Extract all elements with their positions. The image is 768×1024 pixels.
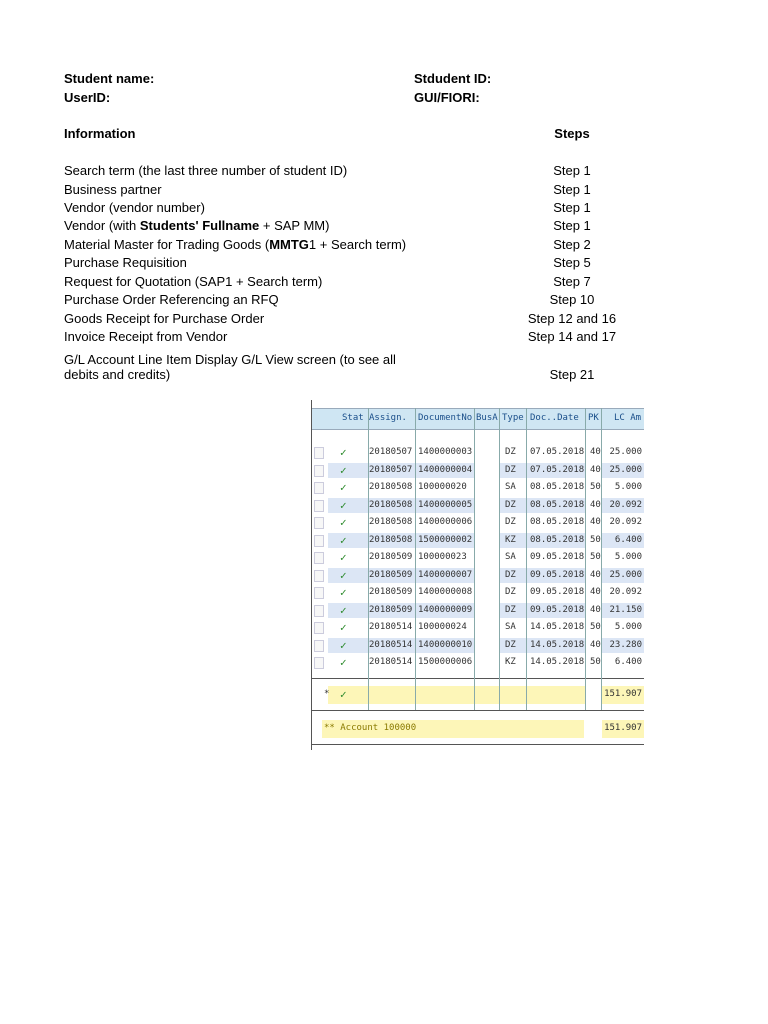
gui-fiori-label: GUI/FIORI: (414, 90, 480, 105)
row-shade (328, 463, 368, 478)
table-cell: 1400000007 (418, 569, 473, 580)
column-divider (499, 408, 500, 710)
column-header[interactable]: Stat (342, 413, 364, 423)
table-cell: 40 (590, 447, 601, 457)
row-select-box[interactable] (314, 570, 324, 582)
status-check-icon: ✓ (340, 446, 347, 459)
table-cell: 09.05.2018 (530, 604, 585, 615)
info-row-step: Step 7 (553, 274, 591, 289)
table-cell: 1400000004 (418, 464, 473, 475)
information-heading: Information (64, 126, 136, 141)
row-shade (328, 533, 368, 548)
table-cell: 100000020 (418, 482, 467, 492)
info-row-label: G/L Account Line Item Display G/L View screen (to see all (64, 352, 396, 367)
table-row[interactable] (312, 532, 644, 549)
table-cell: 20180508 (369, 534, 413, 545)
divider (312, 710, 644, 711)
status-check-icon: ✓ (340, 603, 347, 617)
table-cell: 20.092 (609, 499, 642, 510)
account-amount: 151.907 (604, 722, 642, 733)
column-divider (474, 408, 475, 710)
label-text: Material Master for Trading Goods ( (64, 237, 270, 252)
row-shade (328, 638, 368, 653)
table-cell: SA (505, 482, 516, 492)
table-cell: DZ (505, 604, 516, 615)
table-cell: 08.05.2018 (530, 534, 585, 545)
table-cell: 1400000005 (418, 499, 473, 510)
row-select-box[interactable] (314, 640, 324, 652)
info-row-label (64, 237, 406, 252)
info-row-label: Purchase Order Referencing an RFQ (64, 292, 279, 307)
info-row-label: Business partner (64, 182, 162, 197)
column-header[interactable]: Doc..Date (530, 413, 579, 423)
table-row[interactable] (312, 462, 644, 479)
table-row[interactable] (312, 637, 644, 654)
row-shade (328, 603, 368, 618)
table-header (312, 408, 644, 430)
table-cell: 5.000 (614, 622, 642, 632)
table-row[interactable] (312, 619, 644, 636)
divider (312, 678, 644, 679)
table-cell: 09.05.2018 (530, 552, 585, 562)
status-check-icon: ✓ (340, 498, 347, 512)
student-id-label: Stdudent ID: (414, 71, 492, 86)
table-cell: 40 (590, 639, 601, 650)
table-cell: 6.400 (614, 534, 642, 545)
table-cell: 50 (590, 622, 601, 632)
column-divider (526, 408, 527, 710)
table-row[interactable] (312, 602, 644, 619)
table-cell: 1400000003 (418, 447, 473, 457)
table-cell: 21.150 (609, 604, 642, 615)
info-row-step: Step 14 and 17 (527, 329, 617, 344)
table-cell: 20.092 (609, 587, 642, 597)
status-check-icon: ✓ (340, 638, 347, 652)
table-cell: DZ (505, 569, 516, 580)
table-cell: 20.092 (609, 517, 642, 527)
table-row[interactable] (312, 444, 644, 461)
table-cell: 25.000 (609, 447, 642, 457)
row-select-box[interactable] (314, 535, 324, 547)
column-header[interactable]: Type (502, 413, 524, 423)
table-cell: SA (505, 622, 516, 632)
table-cell: 07.05.2018 (530, 447, 585, 457)
table-cell: 20180507 (369, 464, 413, 475)
table-cell: 20180509 (369, 569, 413, 580)
info-row-label: Purchase Requisition (64, 255, 187, 270)
info-row-label: debits and credits) (64, 367, 171, 382)
table-cell: 1400000006 (418, 517, 473, 527)
table-cell: 1500000002 (418, 534, 473, 545)
table-cell: 1500000006 (418, 657, 473, 667)
subtotal-highlight (328, 686, 368, 704)
column-header[interactable]: BusA (476, 413, 498, 423)
info-row-step: Step 10 (549, 292, 595, 307)
status-check-icon: ✓ (340, 687, 347, 701)
row-select-box[interactable] (314, 500, 324, 512)
table-cell: 25.000 (609, 569, 642, 580)
column-divider (368, 408, 369, 710)
table-cell: DZ (505, 587, 516, 597)
column-divider (585, 408, 586, 710)
subtotal-marker: * (324, 688, 330, 699)
table-cell: KZ (505, 657, 516, 667)
status-check-icon: ✓ (340, 516, 347, 529)
subtotal-highlight (369, 686, 415, 704)
table-cell: 20180509 (369, 587, 413, 597)
info-row-label (64, 218, 329, 233)
info-row-step: Step 12 and 16 (527, 311, 617, 326)
label-bold-text: Students' Fullname (139, 218, 260, 233)
table-row[interactable] (312, 479, 644, 496)
label-text: Vendor (with (64, 218, 140, 233)
status-check-icon: ✓ (340, 463, 347, 477)
table-cell: 07.05.2018 (530, 464, 585, 475)
status-check-icon: ✓ (340, 481, 347, 494)
info-row-step: Step 1 (553, 218, 591, 233)
table-cell: 1400000008 (418, 587, 473, 597)
account-total-row[interactable] (312, 718, 644, 740)
userid-label: UserID: (64, 90, 111, 105)
info-row-step: Step 5 (553, 255, 591, 270)
row-select-box[interactable] (314, 465, 324, 477)
subtotal-row[interactable] (312, 684, 644, 706)
info-row-label: Request for Quotation (SAP1 + Search term) (64, 274, 323, 289)
table-cell: 6.400 (614, 657, 642, 667)
table-cell: 14.05.2018 (530, 622, 585, 632)
info-row-label: Search term (the last three number of student ID) (64, 163, 348, 178)
info-row-label: Vendor (vendor number) (64, 200, 205, 215)
table-row[interactable] (312, 584, 644, 601)
table-cell: 50 (590, 534, 601, 545)
column-header[interactable]: Assign. (369, 413, 407, 423)
table-cell: 20180508 (369, 499, 413, 510)
table-cell: 5.000 (614, 552, 642, 562)
table-cell: DZ (505, 464, 516, 475)
table-cell: SA (505, 552, 516, 562)
table-cell: 20180508 (369, 482, 413, 492)
table-cell: 50 (590, 552, 601, 562)
status-check-icon: ✓ (340, 568, 347, 582)
table-cell: 1400000009 (418, 604, 473, 615)
table-cell: 08.05.2018 (530, 517, 585, 527)
info-row-step: Step 1 (553, 200, 591, 215)
table-cell: 1400000010 (418, 639, 473, 650)
info-row-step: Step 21 (549, 367, 595, 382)
row-shade (328, 498, 368, 513)
table-cell: 23.280 (609, 639, 642, 650)
table-cell: DZ (505, 499, 516, 510)
table-row[interactable] (312, 654, 644, 671)
row-select-box[interactable] (314, 447, 324, 459)
subtotal-highlight (475, 686, 499, 704)
subtotal-amount: 151.907 (604, 688, 642, 699)
table-row[interactable] (312, 497, 644, 514)
table-cell: DZ (505, 517, 516, 527)
table-cell: 20180509 (369, 552, 413, 562)
table-cell: 40 (590, 517, 601, 527)
column-header[interactable]: LC Am (614, 413, 642, 423)
table-cell: 40 (590, 499, 601, 510)
subtotal-highlight (527, 686, 585, 704)
table-cell: 20180508 (369, 517, 413, 527)
column-header[interactable]: PK (588, 413, 599, 423)
account-label: ** Account 100000 (324, 722, 417, 733)
table-cell: 14.05.2018 (530, 639, 585, 650)
sap-line-item-table (311, 400, 644, 750)
table-cell: 40 (590, 569, 601, 580)
table-cell: 25.000 (609, 464, 642, 475)
subtotal-highlight (416, 686, 474, 704)
table-cell: DZ (505, 447, 516, 457)
row-select-box[interactable] (314, 552, 324, 564)
table-row[interactable] (312, 549, 644, 566)
table-cell: 09.05.2018 (530, 587, 585, 597)
row-select-box[interactable] (314, 587, 324, 599)
column-divider (415, 408, 416, 710)
table-cell: 20180514 (369, 657, 413, 667)
info-row-label: Invoice Receipt from Vendor (64, 329, 228, 344)
status-check-icon: ✓ (340, 656, 347, 669)
table-cell: 100000024 (418, 622, 467, 632)
column-header[interactable]: DocumentNo (418, 413, 473, 423)
table-cell: 40 (590, 604, 601, 615)
label-text: + SAP MM) (259, 218, 330, 233)
table-cell: 50 (590, 482, 601, 492)
row-select-box[interactable] (314, 482, 324, 494)
table-row[interactable] (312, 514, 644, 531)
table-cell: 5.000 (614, 482, 642, 492)
label-bold-text: MMTG (269, 237, 309, 252)
table-cell: 09.05.2018 (530, 569, 585, 580)
row-select-box[interactable] (314, 657, 324, 669)
status-check-icon: ✓ (340, 551, 347, 564)
table-cell: 14.05.2018 (530, 657, 585, 667)
table-cell: 20180507 (369, 447, 413, 457)
status-check-icon: ✓ (340, 586, 347, 599)
divider (312, 744, 644, 745)
status-check-icon: ✓ (340, 621, 347, 634)
row-select-box[interactable] (314, 622, 324, 634)
table-cell: 40 (590, 464, 601, 475)
table-cell: 100000023 (418, 552, 467, 562)
row-shade (328, 568, 368, 583)
table-cell: 08.05.2018 (530, 482, 585, 492)
table-cell: 20180509 (369, 604, 413, 615)
steps-heading: Steps (554, 126, 590, 141)
label-text: 1 + Search term) (308, 237, 407, 252)
table-cell: 20180514 (369, 622, 413, 632)
subtotal-highlight (500, 686, 526, 704)
column-divider (601, 408, 602, 710)
table-cell: 50 (590, 657, 601, 667)
row-select-box[interactable] (314, 517, 324, 529)
table-cell: 40 (590, 587, 601, 597)
table-cell: KZ (505, 534, 516, 545)
table-cell: 20180514 (369, 639, 413, 650)
table-cell: 08.05.2018 (530, 499, 585, 510)
status-check-icon: ✓ (340, 533, 347, 547)
table-row[interactable] (312, 567, 644, 584)
info-row-step: Step 1 (553, 163, 591, 178)
info-row-step: Step 1 (553, 182, 591, 197)
table-cell: DZ (505, 639, 516, 650)
info-row-label: Goods Receipt for Purchase Order (64, 311, 265, 326)
info-row-step: Step 2 (553, 237, 591, 252)
row-select-box[interactable] (314, 605, 324, 617)
student-name-label: Student name: (64, 71, 155, 86)
